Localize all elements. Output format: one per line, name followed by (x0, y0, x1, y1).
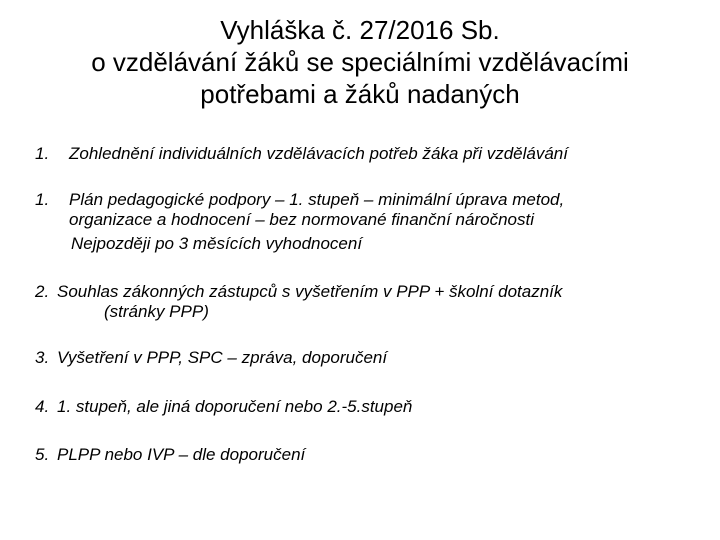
list-item-text: Nejpozději po 3 měsících vyhodnocení (71, 234, 363, 253)
list-item-text: Vyšetření v PPP, SPC – zpráva, doporučení (57, 348, 388, 367)
title-line-1: Vyhláška č. 27/2016 Sb. (220, 15, 500, 45)
list-item-number: 3. (35, 348, 50, 367)
list-item-text: 1. stupeň, ale jiná doporučení nebo 2.-5.stupeň (57, 397, 413, 416)
list-item-text: Plán pedagogické podpory – 1. stupeň – minimální úprava metod, (69, 190, 565, 209)
title-line-2: o vzdělávání žáků se speciálními vzdělávacími (91, 47, 629, 77)
list-item-number: 4. (35, 397, 50, 416)
list-item-number: 5. (35, 445, 50, 464)
list-item-text: (stránky PPP) (104, 302, 209, 321)
list-item-text: organizace a hodnocení – bez normované finanční náročnosti (69, 210, 534, 229)
list-item-number: 2. (35, 282, 50, 301)
list-item-text: PLPP nebo IVP – dle doporučení (57, 445, 306, 464)
list-item-text: Zohlednění individuálních vzdělávacích potřeb žáka při vzdělávání (69, 144, 568, 163)
list-item-number: 1. (35, 190, 50, 209)
list-item-number: 1. (35, 144, 50, 163)
list-item-text: Souhlas zákonných zástupců s vyšetřením v PPP + školní dotazník (57, 282, 563, 301)
title-line-3: potřebami a žáků nadaných (200, 79, 520, 109)
